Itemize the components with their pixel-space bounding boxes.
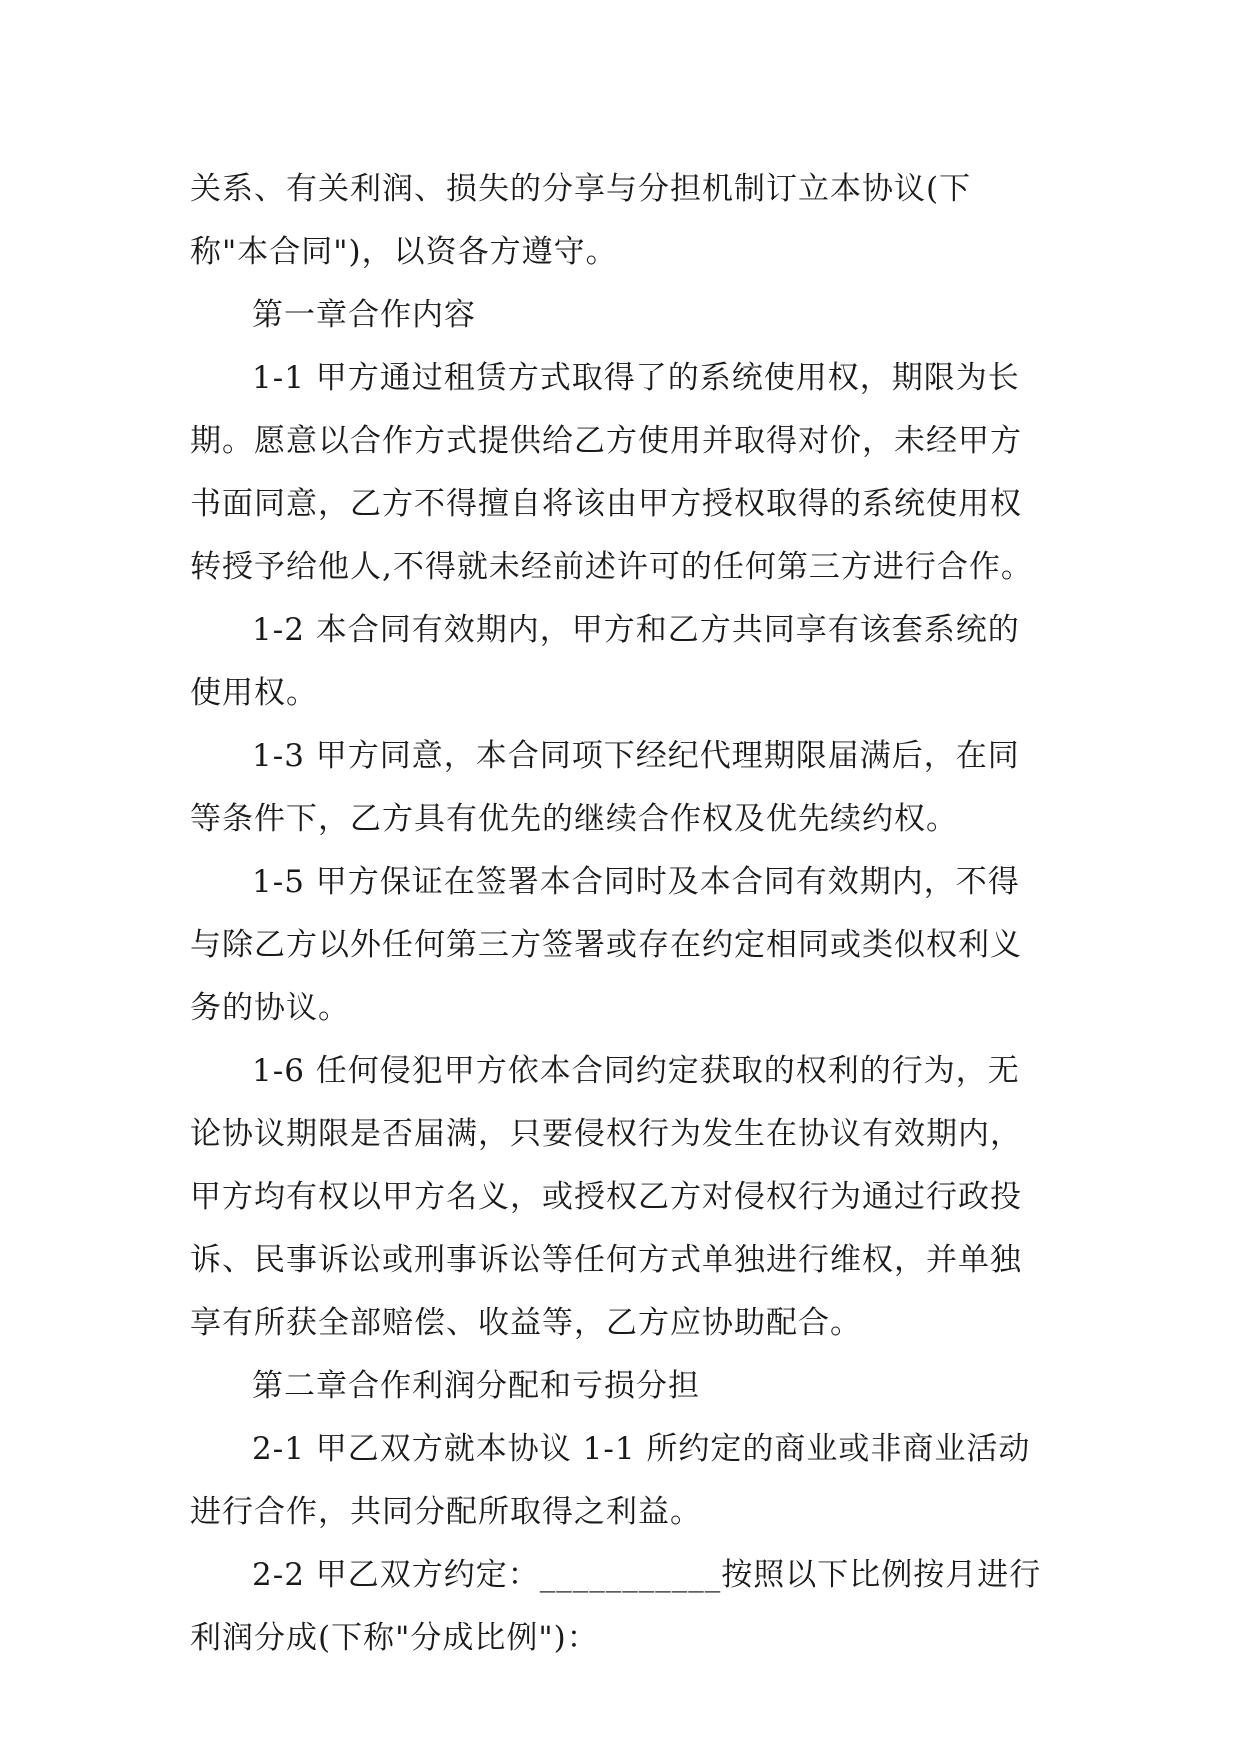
clause-1-3: 1-3 甲方同意，本合同项下经纪代理期限届满后，在同等条件下，乙方具有优先的继续合作权及优先续约权。 xyxy=(190,738,1020,837)
clause-1-6: 1-6 任何侵犯甲方依本合同约定获取的权利的行为，无论协议期限是否届满，只要侵权行为发生在协议有效期内，甲方均有权以甲方名义，或授权乙方对侵权行为通过行政投诉、民事诉讼或刑事诉讼等任何方式单独进行维权，并单独享有所获全部赔偿、收益等，乙方应协助配合。 xyxy=(190,1053,1022,1341)
document-body xyxy=(190,158,1050,1670)
clause-2-2: 2-2 甲乙双方约定：___________按照以下比例按月进行利润分成(下称"分成比例")： xyxy=(190,1557,1042,1656)
chapter-1-heading: 第一章合作内容 xyxy=(252,297,476,333)
clause-1-2: 1-2 本合同有效期内，甲方和乙方共同享有该套系统的使用权。 xyxy=(190,612,1020,711)
clause-1-1: 1-1 甲方通过租赁方式取得了的系统使用权，期限为长期。愿意以合作方式提供给乙方使用并取得对价，未经甲方书面同意，乙方不得擅自将该由甲方授权取得的系统使用权转授予给他人,不得就未经前述许可的任何第三方进行合作。 xyxy=(190,360,1033,585)
chapter-2-heading: 第二章合作利润分配和亏损分担 xyxy=(252,1368,700,1404)
clause-1-5: 1-5 甲方保证在签署本合同时及本合同有效期内，不得与除乙方以外任何第三方签署或存在约定相同或类似权利义务的协议。 xyxy=(190,864,1022,1026)
clause-2-1: 2-1 甲乙双方就本协议 1-1 所约定的商业或非商业活动进行合作，共同分配所取得之利益。 xyxy=(190,1431,1031,1530)
paragraph-intro: 关系、有关利润、损失的分享与分担机制订立本协议(下称"本合同")，以资各方遵守。 xyxy=(190,171,972,270)
